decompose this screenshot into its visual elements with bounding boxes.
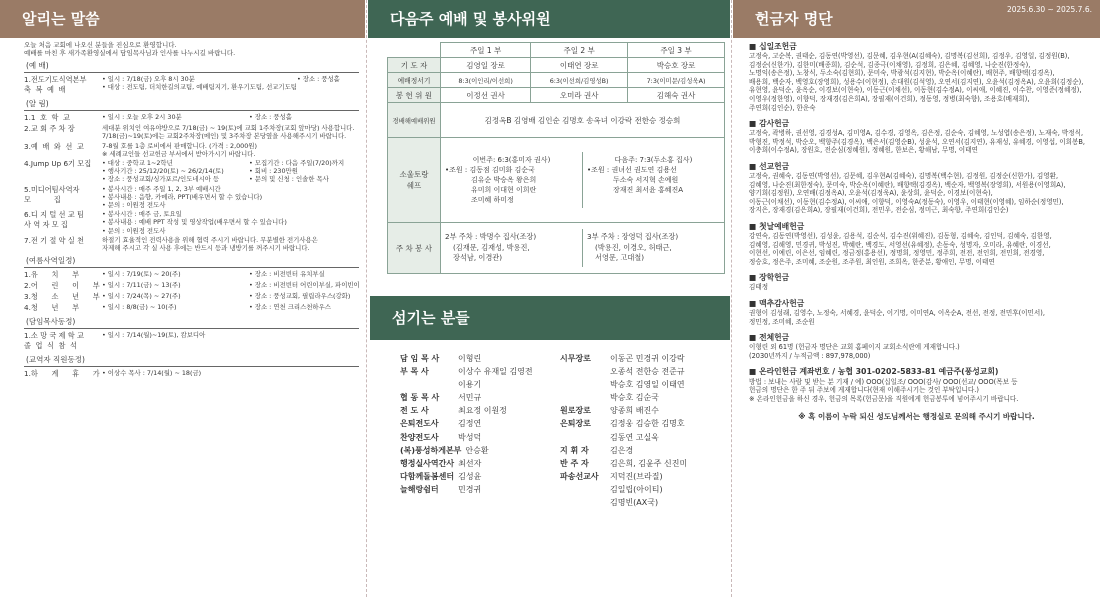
minister-names: 민경귀	[458, 484, 482, 494]
item-details	[102, 369, 359, 379]
offering-heading: ■ 온라인헌금 계좌번호 / 농협 301-0202-5833-81 예금주(풍성교회)	[749, 367, 999, 377]
offering-title-bar	[733, 0, 1100, 38]
section-heading: (알 림)	[24, 98, 359, 111]
kitchen-next-week	[583, 152, 724, 209]
offering-names: 양기희(김정원), 오연배(김정옥A), 오윤석(김정욱A), 윤상희, 윤덕순, 이경보(이현숙),	[749, 189, 993, 198]
ministers-left	[400, 352, 560, 509]
ministers-right	[560, 352, 730, 509]
column-divider	[366, 0, 367, 597]
minister-row	[560, 470, 730, 483]
detail-text	[287, 218, 365, 226]
offering-list	[733, 38, 1100, 403]
table-cell: 오미라 권사	[531, 88, 628, 103]
detail-text: • 장소 : 풍성홀	[296, 75, 340, 84]
table-cell: 이정선 권사	[441, 88, 531, 103]
minister-role	[560, 391, 606, 404]
detail-text	[257, 150, 365, 158]
intro-line: 오늘 처음 교회에 나오신 분들을 진심으로 환영합니다.	[24, 41, 177, 49]
item-detail-line	[102, 292, 359, 300]
ministers-title: 섬기는 분들	[370, 296, 730, 340]
minister-row	[400, 352, 560, 365]
offering-names: 이형린 외 61명 (헌금자 명단은 교회 홈페이지 교회소식란에 게재합니다.)	[749, 343, 960, 352]
parking-2nd-service	[441, 229, 583, 267]
detail-text: • 장소 : 연천 크리스천하우스	[249, 303, 331, 312]
item-details	[102, 270, 359, 280]
minister-names: 김정웅 김승한 김명호	[610, 419, 685, 429]
detail-text: • 일시 : 7/11(금) ~ 13(주)	[102, 281, 181, 290]
minister-row	[560, 404, 730, 417]
detail-text: • 봉사내용 : 예배 PPT 작성 및 영상작업(배우면서 할 수 있습니다)	[102, 218, 287, 227]
minister-row	[560, 431, 730, 444]
table-cell: 이태연 장로	[531, 58, 628, 73]
offering-heading: ■ 첫날예배헌금	[749, 221, 805, 231]
minister-names: 김성윤	[458, 471, 482, 481]
item-name	[24, 369, 102, 379]
item-detail-line	[102, 159, 359, 167]
kitchen-head: 이번주: 6:3(홍미자 권사)	[472, 155, 551, 164]
minister-row	[400, 470, 560, 483]
item-name	[24, 292, 102, 302]
offering-names: 유현영, 윤덕순, 윤옥순, 이경보(이현숙), 이동근(이채선), 이동현(김수정A), 이씨애, 이혜진, 이수찬, 이영준(정혜정),	[749, 86, 1082, 95]
item-name	[24, 124, 102, 140]
item-details	[102, 113, 359, 123]
offering-names: 이영우(정한영), 이향덕, 장재경(김은희A), 장필재(이건희), 정동영, 정병(최숙향), 조용호(배재희),	[749, 94, 1030, 103]
announcement-item	[24, 369, 359, 379]
detail-text	[257, 142, 365, 150]
detail-text: 7-8월 호를 1층 로비에서 판매합니다. (가격 : 2,000원)	[102, 141, 257, 150]
item-details	[102, 331, 359, 351]
kitchen-label-line: 소울토랑	[399, 170, 429, 179]
item-detail-line	[102, 303, 359, 311]
minister-names: 최요정 이원정	[458, 406, 507, 416]
offering-names: 김혜영, 김해영, 민경귀, 박성진, 박혜란, 백경도, 서영선(유혜정), 손동숙, 성명자, 오미라, 유혜란, 이경선,	[749, 240, 1051, 249]
item-detail-line	[102, 83, 365, 91]
announcement-item	[24, 292, 359, 302]
offering-names: 정승호, 정은주, 조미혜, 조순원, 조주원, 최인원, 조희옥, 한준분, 황애인, 무명, 이태연	[749, 257, 995, 266]
announcement-item	[24, 142, 359, 158]
item-detail-line	[102, 270, 359, 278]
section-heading: (예 배)	[24, 60, 359, 73]
offering-date-range: 2025.6.30 ~ 2025.7.6.	[1006, 5, 1092, 14]
offering-names: 방법 : 보내는 사람 및 받는 분 기재 / 예) OOO(십일조/ OOO(감사/ OOO(선교/ OOO(목보 등	[749, 377, 1018, 386]
ministers-header	[370, 296, 730, 346]
minister-names: 서민규	[458, 393, 482, 403]
offering-names: 장지은, 장재경(김은희A), 장필재(이건희), 전민우, 전순심, 정미근, 최숙향, 주연희(김인순)	[749, 206, 1009, 215]
item-name-line: 1.1 호 학 교	[24, 113, 70, 123]
parking-line: (김재문, 김재성, 박용진,	[453, 242, 530, 252]
announcement-item	[24, 331, 359, 351]
minister-row	[400, 378, 560, 391]
detail-text	[354, 124, 365, 132]
item-name-line: 축 복 예 배	[24, 85, 66, 95]
section-heading: (교역자 직원동정)	[24, 354, 359, 367]
kitchen-member-line: 김유순 박승옥 왕은희	[471, 175, 537, 184]
announcement-item	[24, 236, 359, 252]
announcement-item	[24, 270, 359, 280]
item-name-line: 4.청 년 부	[24, 303, 80, 313]
item-name-line: 6.디 지 털 선 교 팀	[24, 210, 84, 220]
minister-row	[400, 444, 560, 457]
detail-text: • 일시 : 8/8(금) ~ 10(주)	[102, 303, 177, 312]
item-details	[102, 210, 365, 235]
minister-role	[400, 378, 454, 391]
table-cell: 7:3(이미문/김성욱A)	[628, 73, 725, 88]
minister-names: 김명빈(AX국)	[610, 498, 659, 508]
detail-text: • 행사기간 : 25/12/20(토) ~ 26/2/14(토)	[102, 167, 224, 176]
announcements-column	[0, 0, 365, 597]
offering-names: (2030년까지 / 누적금액 : 897,978,000)	[749, 351, 871, 360]
detail-text: • 문의 및 신청 : 인솔한 목사	[249, 175, 329, 184]
detail-text: • 봉사내용 : 음향, 카메라, PPT(배우면서 할 수 있습니다)	[102, 192, 263, 201]
item-name	[24, 270, 102, 280]
detail-text: • 봉사시간 : 매주 주일 1, 2, 3부 예배시간	[102, 184, 221, 193]
minister-role: 시무장로	[560, 354, 591, 363]
item-name-line: 3.예 배 와 선 교	[24, 141, 84, 151]
detail-text	[287, 210, 365, 218]
kitchen-cell	[441, 138, 725, 223]
minister-role: 은퇴전도사	[400, 419, 439, 429]
kitchen-head: 다음주: 7:3(두소홍 집사)	[614, 155, 693, 164]
item-details	[102, 303, 359, 313]
service-title: 다음주 예배 및 봉사위원	[368, 0, 730, 38]
announcement-item	[24, 303, 359, 313]
detail-text: • 이상수 목사 : 7/14(월) ~ 18(금)	[102, 369, 202, 378]
minister-row	[560, 496, 730, 509]
minister-role	[560, 483, 606, 496]
offering-names: 헌금의 명단은 한 주 뒤 주보에 게재합니다(현재 이해주시기는 것인 부탁입니다.)	[749, 386, 979, 395]
announcements-title: 알리는 말씀	[0, 0, 365, 38]
minister-names: 김은희, 김윤주 신진미	[610, 458, 688, 468]
detail-text: 7/18(금)~19(토)에는 교회2주차장(메인) 및 3주차장 본당옆을 사용해주시기 바랍니다.	[102, 132, 347, 141]
minister-names: 김동연 고실욱	[610, 432, 659, 442]
minister-names: 이상수 유재일 김영전	[458, 367, 533, 377]
minister-row	[400, 391, 560, 404]
parking-cell	[441, 223, 725, 274]
detail-text: • 대상 : 전도팀, 더치한길의교팀, 예배팀지기, 환우기도팀, 선교기도팀	[102, 83, 297, 92]
row-label: 봉 헌 위 원	[388, 88, 441, 103]
detail-text: • 장소 : 풍성교회/싱가포르/인도네시아 등	[102, 175, 220, 184]
item-name	[24, 303, 102, 313]
kitchen-member-line: 두소숙 서지혁 손예원	[613, 175, 679, 184]
item-name-line: 1.유 치 부	[24, 270, 80, 280]
offering-names: 주연희(김인순), 한운숙	[749, 103, 816, 112]
minister-row	[400, 365, 560, 378]
item-name-line: 1.하 계 휴 가	[24, 369, 100, 379]
item-name	[24, 185, 102, 210]
minister-row	[400, 431, 560, 444]
offering-heading: ■ 맥추감사헌금	[749, 298, 805, 308]
detail-text: • 장소 : 풍성홀	[249, 113, 292, 122]
offering-heading: ■ 십일조헌금	[749, 42, 797, 51]
item-detail-line	[102, 175, 359, 183]
detail-text: • 일시 : 7/14(월)~19(토), 캄보디아	[102, 331, 206, 340]
item-details	[102, 75, 365, 95]
minister-names: 박성덕	[458, 432, 482, 442]
item-name-line: 7.전 기 절 약 실 천	[24, 235, 84, 245]
offering-names: 이동근(이채선), 이동현(김수정A), 이씨애, 이향덕, 이영숙A(정동숙), 이영우, 이태현(이영혜), 임하순(정영민),	[749, 197, 1064, 206]
offering-names: 김정순(신한가), 김한미(배종희), 김순석, 김종극(이채영), 김정희, 김은혜, 김혜영, 나순진(한정숙),	[749, 60, 1031, 69]
parking-line: 장석남, 이경관)	[453, 253, 503, 263]
minister-role: 전 도 사	[400, 406, 429, 416]
minister-row	[400, 457, 560, 470]
item-name	[24, 210, 102, 235]
item-detail-line	[102, 227, 365, 235]
item-details	[102, 292, 359, 302]
parking-line: 서영문, 고대철)	[595, 253, 645, 263]
detail-text: • 일시 : 7/18(금) 오후 8시 30분	[102, 75, 195, 84]
item-name-line: 3.청 소 년 부	[24, 292, 100, 302]
offering-names: 김혜영, 나순진(최한정숙), 문미숙, 박순옥(이혜란), 배향택(김경옥), 백순자, 백영복(장영희), 서원용(이영희A),	[749, 180, 1066, 189]
offering-names: 고정숙, 권혜숙, 김동연(박영선), 김문혜, 김우현A(김혜숙), 김명복(백수현), 김정원, 김정순(신한가), 김영환,	[749, 172, 1059, 180]
offering-names: 박형진, 박정석, 박순오, 백향주(김경옥), 백은서(김영순B), 성윤석, 오연서(김지연), 유재성, 유혜경, 이영섭, 이희봉B,	[749, 137, 1086, 146]
minister-role	[560, 431, 606, 444]
minister-role	[560, 496, 606, 509]
item-name-line: 1.소 망 국 제 학 교	[24, 331, 84, 341]
minister-row	[560, 378, 730, 391]
offering-column	[733, 0, 1100, 597]
kitchen-member-line: •조원 : 김동점 김미화 김순국	[445, 165, 535, 174]
kitchen-this-week	[441, 152, 583, 209]
item-name	[24, 331, 102, 351]
minister-names: 지덕진(브라질)	[610, 471, 663, 481]
item-name	[24, 75, 102, 95]
detail-text: 하절기 효율적인 전력사용을 위해 협력 주시기 바랍니다. 무분별한 전기사용은	[102, 235, 318, 244]
minister-role: 은퇴장로	[560, 419, 591, 429]
detail-text	[318, 236, 365, 244]
minister-names: 김정연	[458, 419, 482, 429]
detail-text	[297, 83, 365, 91]
announcement-item	[24, 75, 359, 95]
kitchen-member-line: •조원 : 권녀선 권도연 김용선	[587, 165, 677, 174]
item-detail-line	[102, 244, 365, 252]
item-detail-line	[102, 369, 359, 377]
minister-role: 행정실사역간사	[400, 458, 455, 468]
minister-names: 박승호 김순국	[610, 393, 659, 403]
item-detail-line	[102, 201, 365, 209]
item-detail-line	[102, 331, 359, 339]
announcement-item	[24, 281, 359, 291]
offering-names: ※ 온라인헌금을 하신 경우, 헌금의 목록(헌금문)을 직원에게 헌금봉투에 넣어주시기 바랍니다.	[749, 394, 1019, 403]
offering-title: 헌금자 명단	[755, 10, 833, 28]
detail-text: • 문의 : 이원정 전도사	[102, 200, 166, 209]
item-details	[102, 185, 365, 210]
item-name-line: 1.전도기도식역본부	[24, 75, 87, 85]
minister-names: 이형린	[458, 354, 482, 363]
minister-role: 찬양전도사	[400, 432, 439, 442]
minister-row	[560, 352, 730, 365]
minister-names: 박승호 김영일 이태연	[610, 380, 685, 390]
offering-names: 노명익(송은정), 노창식, 두소숙(김현희), 문미숙, 박광석(김지현), 박순옥(이혜란), 배현주, 배향택(김경옥),	[749, 69, 1055, 78]
minister-names: 양종희 배진수	[610, 406, 659, 416]
detail-text: • 일시 : 7/19(토) ~ 20(주)	[102, 270, 181, 279]
item-name-line: 2.교 회 주 차 장	[24, 124, 75, 134]
offering-heading: ■ 감사헌금	[749, 119, 790, 129]
minister-row	[560, 417, 730, 430]
minister-names: 이동곤 민경귀 이강락	[610, 354, 685, 363]
announcement-item	[24, 124, 359, 140]
intro-line: 예배를 마친 후 새가족환영실에서 담임목사님과 인사를 나누시길 바랍니다.	[24, 49, 236, 58]
service-header-2: 주일 2 부	[531, 43, 628, 58]
offering-heading: ■ 장학헌금	[749, 273, 790, 283]
service-header-3: 주일 3 부	[628, 43, 725, 58]
announcement-item	[24, 159, 359, 184]
item-details	[102, 236, 365, 252]
row-label: 예배정서기	[388, 73, 441, 88]
detail-text: • 일시 : 7/24(목) ~ 27(주)	[102, 292, 181, 301]
detail-text: • 장소 : 비전빈터 어린이부실, 파이빈이	[249, 281, 360, 290]
offering-names: 강연숙, 김동연(박영선), 김성윤, 김용석, 김순석, 김수진(위혜진), 김동형, 김혜숙, 김인덕, 김혜숙, 김한영,	[749, 231, 1052, 240]
item-name	[24, 142, 102, 158]
offering-names: 이현선, 이예린, 이은선, 임혜린, 정금정(홍용선), 정명희, 정영민, 정주희, 전전, 전인희, 전민희, 전경영,	[749, 249, 1045, 258]
detail-text: • 장소 : 풍성교회, 필립라우스(강화)	[249, 292, 351, 301]
announcements-body	[0, 38, 365, 379]
detail-text: ※ 세례교인들 선교헌금 부서에서 받아가시기 바랍니다.	[102, 149, 256, 158]
offering-names: 배용희, 백순자, 백영호(장영희), 성용수(이현정), 손대원(김석영), 오연서(김지연), 오윤석(김정옥A), 오윤희(김정순),	[749, 77, 1084, 86]
detail-text	[249, 369, 359, 377]
kitchen-member-line: 장재진 최서윤 홍혜진A	[613, 186, 684, 195]
table-cell: 박승호 장로	[628, 58, 725, 73]
detail-text: • 일시 : 오늘 오후 2시 30분	[102, 113, 182, 122]
minister-role: 늘해랑쉼터	[400, 484, 439, 494]
item-detail-line	[102, 218, 365, 226]
chorus-members: 김정옥B 김영배 김인순 김명호 송옥녀 이강락 전한승 정승희	[441, 103, 725, 138]
detail-text: • 대상 : 중학교 1~2학년	[102, 159, 173, 167]
offering-names: 고정숙, 고순복, 권태순, 김동연(박영선), 김문혜, 김우현(A(김혜숙), 김명복(김선희), 김정우, 김영일, 김정원(B),	[749, 52, 1070, 61]
detail-text: • 장소 : 비전빈터 유치부실	[249, 270, 325, 279]
item-name	[24, 281, 102, 291]
minister-row	[560, 457, 730, 470]
offering-heading: ■ 선교헌금	[749, 161, 790, 171]
kitchen-label-line: 쉐프	[406, 181, 422, 190]
table-cell: 8:3(이인리/이선희)	[441, 73, 531, 88]
chorus-label: 경배해예배위원	[388, 103, 441, 138]
parking-3rd-service	[583, 229, 724, 267]
detail-text: 세대분 위치인 여유야방으로 7/18(금) ~ 19(토)에 교회 1주차장(교회 앞마당) 사용합니다.	[102, 124, 355, 133]
service-table	[387, 42, 725, 274]
column-divider	[731, 0, 732, 597]
offering-names: 정민정, 조미혜, 조순원	[749, 317, 815, 326]
minister-role: 부 목 사	[400, 367, 429, 377]
item-detail-line	[102, 236, 365, 244]
announcement-item	[24, 113, 359, 123]
detail-text: • 봉사시간 : 매주 금, 토요일	[102, 210, 182, 219]
detail-text	[262, 201, 365, 209]
detail-text	[249, 331, 359, 339]
item-details	[102, 159, 359, 184]
section-heading: (담임목사동정)	[24, 316, 359, 329]
offering-footer: ※ 혹 이름이 누락 되신 성도님께서는 행정실로 문의해 주시기 바랍니다.	[798, 412, 1035, 422]
item-name-line: 사 역 자 모 집	[24, 220, 68, 230]
detail-text	[262, 193, 365, 201]
item-detail-line	[102, 193, 365, 201]
item-detail-line	[102, 281, 359, 289]
item-details	[102, 124, 365, 140]
detail-text	[287, 227, 365, 235]
announcement-item	[24, 185, 359, 210]
minister-row	[560, 444, 730, 457]
minister-names: 김일립(아이티)	[610, 484, 663, 494]
minister-role: 담 임 목 사	[400, 354, 440, 363]
minister-row	[560, 365, 730, 378]
minister-role: 원로장로	[560, 406, 591, 416]
item-name	[24, 113, 102, 123]
minister-row	[560, 483, 730, 496]
item-details	[102, 281, 359, 291]
parking-line: 3부 주차 : 장영덕 집사(조장)	[587, 231, 679, 241]
offering-heading: ■ 전체헌금	[749, 333, 790, 343]
detail-text: • 모집기간 : 다음 주일(7/20)까지	[249, 159, 345, 167]
kitchen-member-line: 유미희 이대현 이희란	[471, 186, 537, 195]
item-name	[24, 159, 102, 184]
minister-role: (복)풍성하게본부	[400, 445, 462, 455]
parking-line: 2부 주차 : 박명수 집사(조장)	[445, 231, 537, 241]
section-heading: (여름사역일정)	[24, 255, 359, 268]
kitchen-member-line: 조미혜 하미정	[471, 196, 514, 205]
minister-names: 최선자	[458, 458, 482, 468]
minister-role: 파송선교사	[560, 471, 599, 481]
minister-names: 안승환	[465, 445, 489, 455]
announcement-item	[24, 210, 359, 235]
minister-names: 오종석 전한승 전준규	[610, 367, 685, 377]
minister-names: 이용기	[458, 380, 482, 390]
item-name-line: 졸 업 식 참 석	[24, 341, 77, 351]
minister-role: 지 휘 자	[560, 445, 589, 455]
minister-role	[560, 378, 606, 391]
minister-names: 김은경	[610, 445, 634, 455]
parking-label: 주 차 봉 사	[388, 223, 441, 274]
item-detail-line	[102, 185, 365, 193]
minister-row	[400, 483, 560, 496]
kitchen-label	[388, 138, 441, 223]
item-detail-line	[102, 132, 365, 140]
item-detail-line	[102, 150, 365, 158]
minister-role: 반 주 자	[560, 458, 589, 468]
minister-row	[400, 417, 560, 430]
minister-row	[560, 391, 730, 404]
item-details	[102, 142, 365, 158]
detail-text	[262, 185, 365, 193]
detail-text	[318, 244, 365, 252]
offering-names: 권형이 김성래, 김영수, 노정숙, 서혜경, 윤덕순, 이기명, 이미연A, 이옥순A, 전선, 전정, 전민후(이민서),	[749, 309, 1045, 317]
minister-role	[560, 365, 606, 378]
offering-names: 고정숙, 곽병하, 권선영, 김경성A, 김미영A, 김수경, 김영옥, 김은정, 김순숙, 김혜영, 노성엽(송은정), 노재숙, 박정식,	[749, 129, 1084, 138]
item-detail-line	[102, 113, 359, 121]
item-name-line: 4.Jump Up 6기 모집	[24, 159, 92, 168]
table-cell: 김영일 장로	[441, 58, 531, 73]
detail-text: 자제해 주시고 각 실 사용 후에는 반드시 등과 냉방기를 꺼주시기 바랍니다.	[102, 243, 310, 252]
minister-role: 다함께돌봄센터	[400, 471, 455, 481]
item-name-line: 5.미디어팀사역자	[24, 184, 80, 194]
table-cell: 김해숙 권사	[628, 88, 725, 103]
item-detail-line	[102, 142, 365, 150]
detail-text: • 회비 : 230만원	[249, 167, 298, 176]
offering-names: 김태정	[749, 283, 769, 292]
offering-names: 이충희(이수정A), 장원호, 전순심(정혜원), 정혜원, 한보은, 황해남, 무명, 이태연	[749, 146, 978, 155]
minister-row	[400, 404, 560, 417]
item-name	[24, 236, 102, 252]
ministers-list	[400, 352, 730, 509]
service-header-1: 주일 1 부	[441, 43, 531, 58]
table-cell: 6:3(이선희/김영성B)	[531, 73, 628, 88]
detail-text: • 문의 : 이원정 전도사	[102, 226, 166, 235]
row-label: 기 도 자	[388, 58, 441, 73]
parking-line: (박용진, 이경오, 허태근,	[595, 242, 672, 252]
item-name-line: 모 집	[24, 194, 61, 204]
detail-text	[354, 132, 365, 140]
item-name-line: 2.어 린 이 부	[24, 281, 100, 291]
minister-role: 협 동 목 사	[400, 393, 440, 403]
